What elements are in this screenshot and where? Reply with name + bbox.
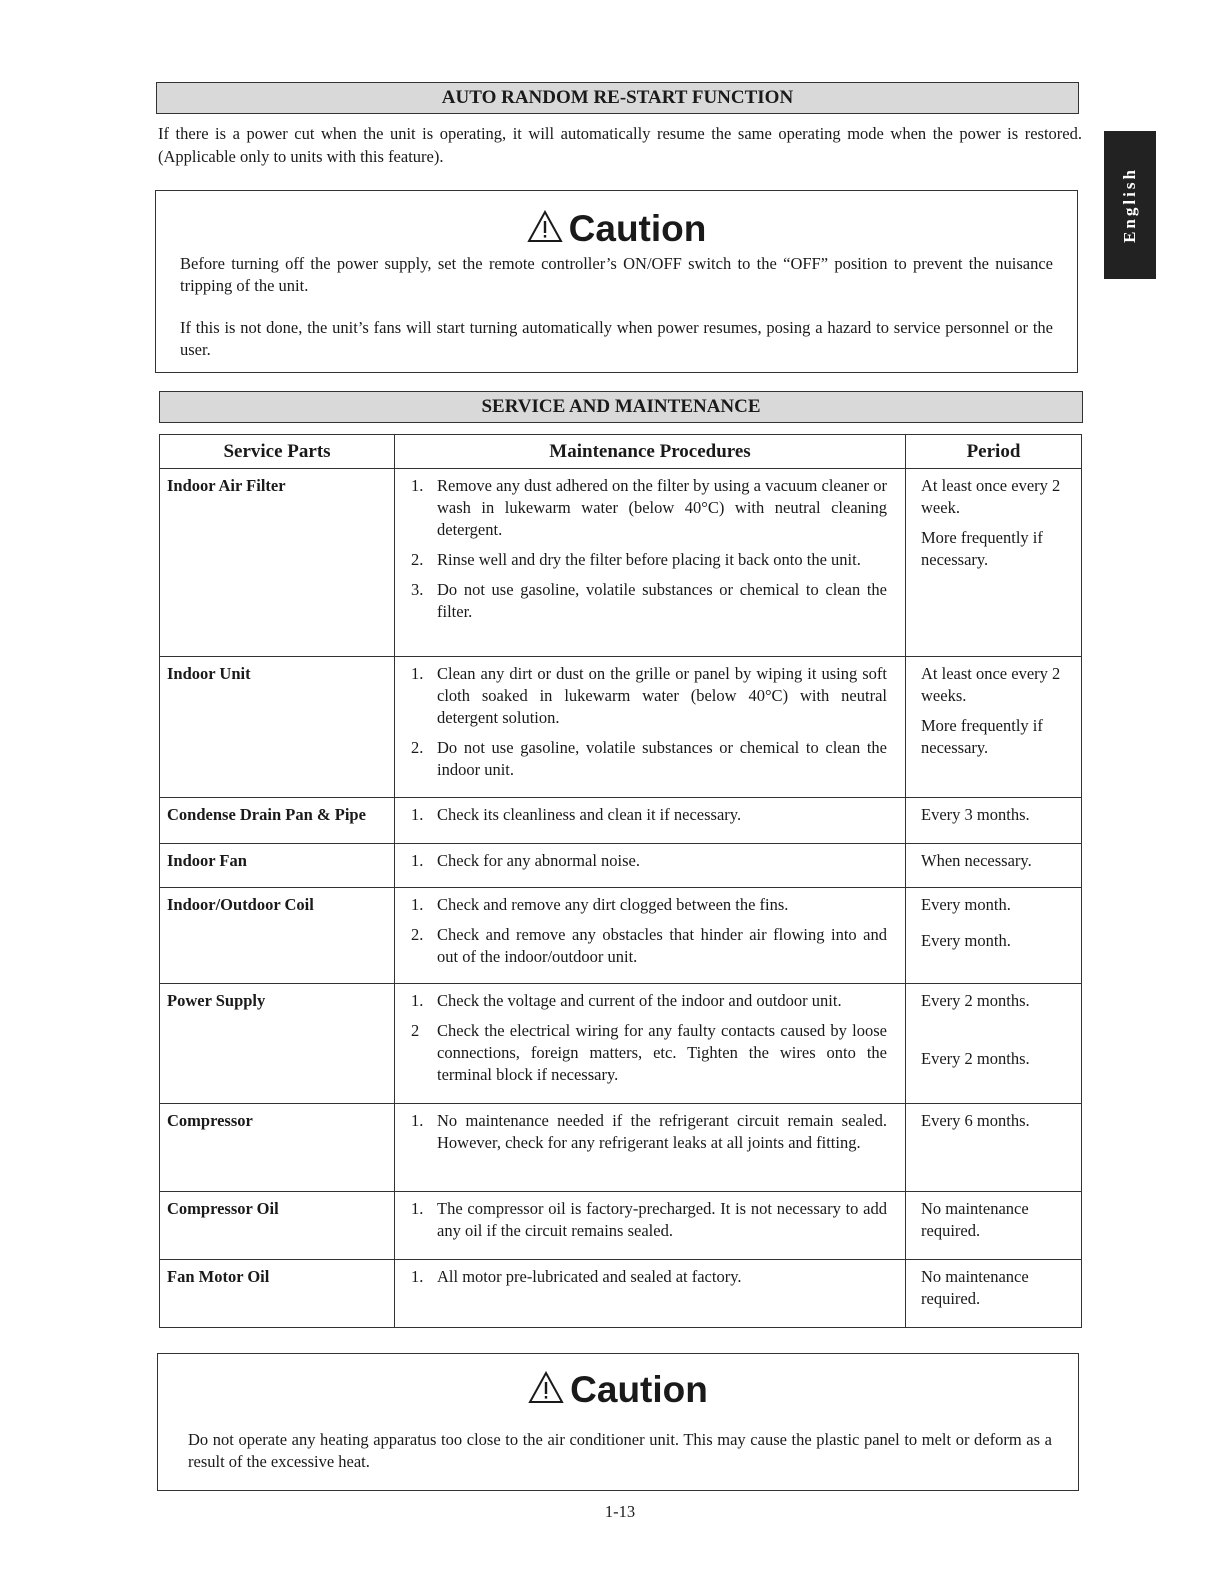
table-row [160, 984, 1082, 1104]
procedure-cell [395, 1260, 906, 1328]
table-row [160, 798, 1082, 844]
service-part-cell: Indoor Unit [160, 657, 395, 798]
table-row [160, 888, 1082, 984]
step-text: No maintenance needed if the refrigerant circuit remain sealed. However, check for any refrigerant leaks at all joints and fitting. [437, 1111, 887, 1152]
procedure-step [411, 894, 887, 916]
procedure-step [411, 804, 887, 826]
column-header-procedures: Maintenance Procedures [395, 435, 906, 469]
period-text: When necessary. [921, 851, 1032, 870]
step-number: 2 [411, 1021, 420, 1040]
step-number: 1. [411, 991, 424, 1010]
step-text: Clean any dirt or dust on the grille or panel by wiping it using soft cloth soaked in lukewarm water (below 40°C) with neutral detergent solution. [437, 664, 887, 727]
procedure-cell [395, 657, 906, 798]
period-cell [906, 984, 1082, 1104]
procedure-cell [395, 888, 906, 984]
period-text: No maintenance required. [921, 1267, 1029, 1308]
table-row [160, 469, 1082, 657]
step-text: The compressor oil is factory-precharged. It is not necessary to add any oil if the circuit remains sealed. [437, 1199, 887, 1240]
period-cell [906, 1104, 1082, 1192]
procedure-cell [395, 469, 906, 657]
step-number: 1. [411, 805, 424, 824]
step-text: Check its cleanliness and clean it if necessary. [437, 805, 742, 824]
procedure-step [411, 990, 887, 1012]
period-text: More frequently if necessary. [921, 716, 1043, 757]
procedure-cell [395, 798, 906, 844]
procedure-step [411, 475, 887, 541]
step-number: 3. [411, 580, 424, 599]
step-number: 2. [411, 550, 424, 569]
procedure-step [411, 1110, 887, 1154]
procedure-step [411, 1266, 887, 1288]
period-cell [906, 798, 1082, 844]
service-part-cell: Compressor Oil [160, 1192, 395, 1260]
service-part-cell: Fan Motor Oil [160, 1260, 395, 1328]
period-text: Every month. [921, 895, 1011, 914]
procedure-cell [395, 844, 906, 888]
procedure-step [411, 850, 887, 872]
caution-paragraph: Do not operate any heating apparatus too close to the air conditioner unit. This may cause the plastic panel to melt or deform as a result of the excessive heat. [188, 1430, 1052, 1471]
auto-restart-text: If there is a power cut when the unit is operating, it will automatically resume the same operating mode when the power is restored. (Applicable only to units with this feature). [158, 124, 1082, 166]
language-tab [1104, 131, 1156, 279]
period-cell [906, 657, 1082, 798]
caution-paragraph: Before turning off the power supply, set the remote controller’s ON/OFF switch to the “OFF” position to prevent the nuisance tripping of the unit. [180, 254, 1053, 295]
service-part-cell: Condense Drain Pan & Pipe [160, 798, 395, 844]
service-part-cell: Power Supply [160, 984, 395, 1104]
procedure-cell [395, 1104, 906, 1192]
step-text: Check and remove any dirt clogged between the fins. [437, 895, 789, 914]
period-text: Every 2 months. [921, 991, 1030, 1010]
period-text: At least once every 2 week. [921, 476, 1061, 517]
period-text: Every 3 months. [921, 805, 1030, 824]
period-cell [906, 1260, 1082, 1328]
service-part-cell: Indoor/Outdoor Coil [160, 888, 395, 984]
warning-triangle-icon [528, 1371, 564, 1404]
step-text: Check the electrical wiring for any faulty contacts caused by loose connections, foreign matters, etc. Tighten the wires onto the terminal block if necessary. [437, 1021, 887, 1084]
step-text: Rinse well and dry the filter before placing it back onto the unit. [437, 550, 861, 569]
caution-title-text: Caution [570, 1369, 708, 1410]
table-row [160, 657, 1082, 798]
service-part-cell: Indoor Fan [160, 844, 395, 888]
procedure-step [411, 579, 887, 623]
service-part-cell: Compressor [160, 1104, 395, 1192]
period-text: At least once every 2 weeks. [921, 664, 1061, 705]
table-row [160, 1192, 1082, 1260]
step-number: 1. [411, 664, 424, 683]
service-part-cell: Indoor Air Filter [160, 469, 395, 657]
table-header-row [160, 435, 1082, 469]
procedure-step [411, 1020, 887, 1086]
period-cell [906, 1192, 1082, 1260]
step-text: All motor pre-lubricated and sealed at factory. [437, 1267, 742, 1286]
procedure-step [411, 737, 887, 781]
period-cell [906, 844, 1082, 888]
procedure-cell [395, 1192, 906, 1260]
step-text: Do not use gasoline, volatile substances or chemical to clean the filter. [437, 580, 887, 621]
period-cell [906, 888, 1082, 984]
step-text: Check the voltage and current of the indoor and outdoor unit. [437, 991, 842, 1010]
table-row [160, 844, 1082, 888]
step-text: Check for any abnormal noise. [437, 851, 640, 870]
step-number: 1. [411, 895, 424, 914]
language-tab-label: English [1120, 167, 1139, 243]
step-number: 1. [411, 851, 424, 870]
caution-heading [156, 208, 1077, 250]
step-text: Do not use gasoline, volatile substances or chemical to clean the indoor unit. [437, 738, 887, 779]
table-row [160, 1260, 1082, 1328]
period-text: Every 2 months. [921, 1049, 1030, 1068]
step-number: 2. [411, 738, 424, 757]
procedure-step [411, 549, 887, 571]
step-number: 1. [411, 476, 424, 495]
step-text: Remove any dust adhered on the filter by using a vacuum cleaner or wash in lukewarm water (below 40°C) with neutral cleaning detergent. [437, 476, 887, 539]
service-maintenance-heading: SERVICE AND MAINTENANCE [159, 391, 1083, 423]
page-number: 1-13 [604, 1502, 636, 1521]
step-number: 1. [411, 1199, 424, 1218]
procedure-step [411, 1198, 887, 1242]
auto-restart-heading: AUTO RANDOM RE-START FUNCTION [156, 82, 1079, 114]
caution-heading [158, 1369, 1078, 1411]
step-number: 1. [411, 1111, 424, 1130]
caution-paragraph: If this is not done, the unit’s fans will start turning automatically when power resumes, posing a hazard to service personnel or the user. [180, 318, 1053, 359]
caution-title-text: Caution [568, 208, 707, 249]
caution-box-power [155, 190, 1078, 373]
procedure-step [411, 924, 887, 968]
period-text: Every 6 months. [921, 1111, 1030, 1130]
period-text: More frequently if necessary. [921, 528, 1043, 569]
caution-box-heating [157, 1353, 1079, 1491]
procedure-cell [395, 984, 906, 1104]
column-header-period: Period [906, 435, 1082, 469]
period-text: No maintenance required. [921, 1199, 1029, 1240]
step-text: Check and remove any obstacles that hinder air flowing into and out of the indoor/outdoor unit. [437, 925, 887, 966]
table-row [160, 1104, 1082, 1192]
step-number: 2. [411, 925, 424, 944]
period-cell [906, 469, 1082, 657]
column-header-service-parts: Service Parts [160, 435, 395, 469]
procedure-step [411, 663, 887, 729]
warning-triangle-icon [527, 210, 563, 243]
period-text: Every month. [921, 931, 1011, 950]
step-number: 1. [411, 1267, 424, 1286]
maintenance-table [159, 434, 1082, 1328]
